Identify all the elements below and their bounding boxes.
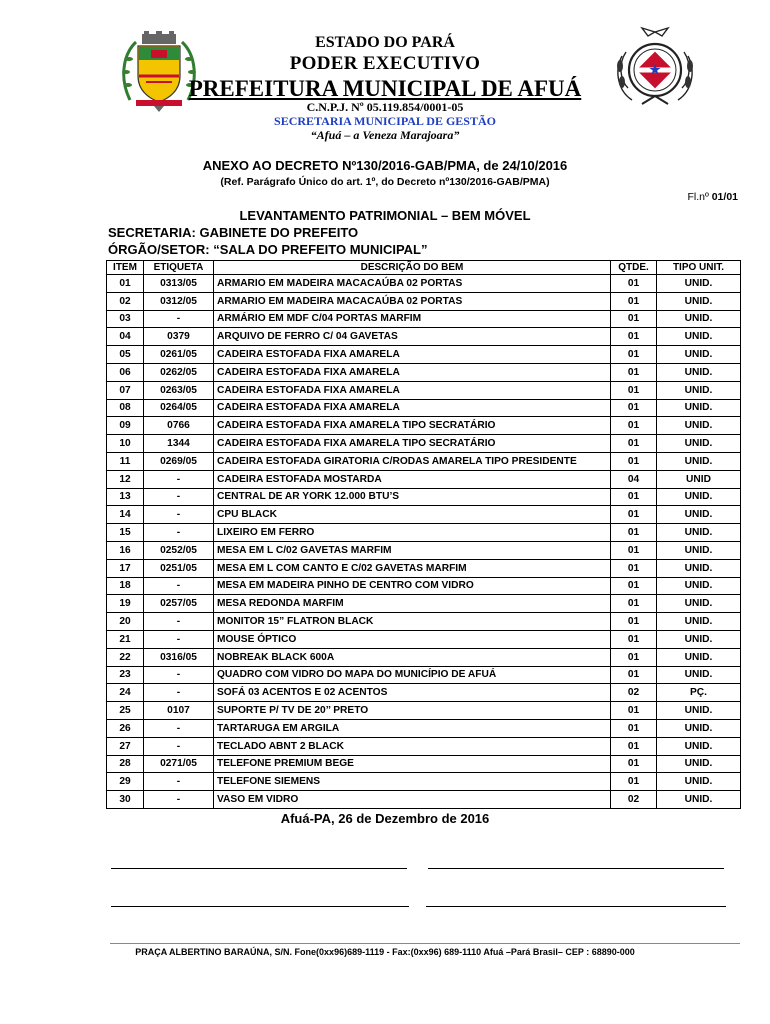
cell-tag: 0264/05 (144, 399, 214, 417)
table-row (107, 381, 741, 399)
table-row (107, 559, 741, 577)
table-row (107, 506, 741, 524)
cell-quantity: 01 (611, 292, 657, 310)
cell-description: CADEIRA ESTOFADA FIXA AMARELA (214, 346, 611, 364)
cell-unit-type: UNID. (657, 755, 741, 773)
cell-unit-type: UNID. (657, 595, 741, 613)
cell-tag: - (144, 719, 214, 737)
cell-description: ARQUIVO DE FERRO C/ 04 GAVETAS (214, 328, 611, 346)
cell-unit-type: UNID. (657, 773, 741, 791)
cell-unit-type: UNID. (657, 381, 741, 399)
cell-description: ARMÁRIO EM MDF C/04 PORTAS MARFIM (214, 310, 611, 328)
cell-quantity: 01 (611, 577, 657, 595)
cell-item: 10 (107, 435, 144, 453)
table-row (107, 524, 741, 542)
cell-quantity: 01 (611, 559, 657, 577)
cell-unit-type: UNID. (657, 310, 741, 328)
table-row (107, 417, 741, 435)
cell-tag: 0251/05 (144, 559, 214, 577)
table-row (107, 541, 741, 559)
cell-description: CADEIRA ESTOFADA FIXA AMARELA (214, 381, 611, 399)
cell-item: 16 (107, 541, 144, 559)
header-unit-type: TIPO UNIT. (657, 261, 741, 275)
cell-unit-type: UNID. (657, 328, 741, 346)
cell-tag: - (144, 488, 214, 506)
cell-unit-type: UNID. (657, 577, 741, 595)
secretariat: SECRETARIA MUNICIPAL DE GESTÃO (274, 114, 496, 128)
table-row (107, 310, 741, 328)
cell-unit-type: UNID. (657, 702, 741, 720)
cell-item: 24 (107, 684, 144, 702)
cell-item: 01 (107, 275, 144, 293)
cell-unit-type: UNID. (657, 275, 741, 293)
decree-reference: (Ref. Parágrafo Único do art. 1º, do Decreto nº130/2016-GAB/PMA) (220, 176, 550, 188)
cell-unit-type: PÇ. (657, 684, 741, 702)
cell-description: ARMARIO EM MADEIRA MACACAÚBA 02 PORTAS (214, 292, 611, 310)
sheet-number (687, 191, 738, 203)
cell-description: CADEIRA ESTOFADA FIXA AMARELA (214, 399, 611, 417)
motto: “Afuá – a Veneza Marajoara” (310, 128, 460, 142)
survey-title: LEVANTAMENTO PATRIMONIAL – BEM MÓVEL (239, 208, 531, 223)
table-row (107, 630, 741, 648)
cell-tag: - (144, 470, 214, 488)
cell-description: CADEIRA ESTOFADA FIXA AMARELA (214, 363, 611, 381)
table-row (107, 470, 741, 488)
cell-item: 14 (107, 506, 144, 524)
signature-line (428, 868, 724, 869)
cell-tag: 0271/05 (144, 755, 214, 773)
cell-quantity: 01 (611, 328, 657, 346)
cell-item: 07 (107, 381, 144, 399)
cell-description: TECLADO ABNT 2 BLACK (214, 737, 611, 755)
cell-tag: 0766 (144, 417, 214, 435)
cell-description: VASO EM VIDRO (214, 791, 611, 809)
cell-unit-type: UNID. (657, 488, 741, 506)
cell-quantity: 01 (611, 452, 657, 470)
cell-quantity: 01 (611, 595, 657, 613)
cell-item: 09 (107, 417, 144, 435)
cell-description: CADEIRA ESTOFADA FIXA AMARELA TIPO SECRATÁRIO (214, 417, 611, 435)
cell-quantity: 01 (611, 435, 657, 453)
cell-unit-type: UNID. (657, 737, 741, 755)
cell-tag: 0252/05 (144, 541, 214, 559)
cell-item: 22 (107, 648, 144, 666)
cell-unit-type: UNID. (657, 292, 741, 310)
table-row (107, 452, 741, 470)
cell-quantity: 01 (611, 630, 657, 648)
cell-description: CPU BLACK (214, 506, 611, 524)
table-row (107, 755, 741, 773)
sheet-label: Fl.nº (687, 191, 709, 203)
cell-tag: - (144, 524, 214, 542)
cell-quantity: 02 (611, 791, 657, 809)
table-row (107, 648, 741, 666)
table-header-row (107, 261, 741, 275)
table-row (107, 684, 741, 702)
cell-description: TELEFONE PREMIUM BEGE (214, 755, 611, 773)
cell-description: TARTARUGA EM ARGILA (214, 719, 611, 737)
cell-tag: - (144, 506, 214, 524)
cell-item: 12 (107, 470, 144, 488)
cell-quantity: 01 (611, 488, 657, 506)
cell-tag: 0269/05 (144, 452, 214, 470)
cell-quantity: 01 (611, 737, 657, 755)
cell-tag: 0261/05 (144, 346, 214, 364)
cell-item: 21 (107, 630, 144, 648)
signature-line (111, 868, 407, 869)
cell-unit-type: UNID. (657, 648, 741, 666)
cell-tag: 0312/05 (144, 292, 214, 310)
cell-tag: 0379 (144, 328, 214, 346)
cell-unit-type: UNID. (657, 719, 741, 737)
cell-unit-type: UNID. (657, 399, 741, 417)
cell-item: 08 (107, 399, 144, 417)
cell-tag: - (144, 684, 214, 702)
cell-description: CENTRAL DE AR YORK 12.000 BTU’S (214, 488, 611, 506)
cell-quantity: 01 (611, 648, 657, 666)
municipality-title: PREFEITURA MUNICIPAL DE AFUÁ (188, 76, 582, 101)
table-row (107, 292, 741, 310)
cell-item: 17 (107, 559, 144, 577)
cell-quantity: 02 (611, 684, 657, 702)
cell-item: 30 (107, 791, 144, 809)
cell-item: 29 (107, 773, 144, 791)
cell-item: 06 (107, 363, 144, 381)
cell-tag: 0262/05 (144, 363, 214, 381)
table-row (107, 719, 741, 737)
table-row (107, 488, 741, 506)
cell-item: 05 (107, 346, 144, 364)
state-name: ESTADO DO PARÁ (315, 34, 455, 51)
cell-unit-type: UNID. (657, 559, 741, 577)
cell-quantity: 01 (611, 310, 657, 328)
cell-unit-type: UNID. (657, 452, 741, 470)
cell-unit-type: UNID. (657, 417, 741, 435)
cell-item: 03 (107, 310, 144, 328)
sheet-value: 01/01 (711, 191, 738, 203)
cell-quantity: 01 (611, 275, 657, 293)
cell-description: MONITOR 15” FLATRON BLACK (214, 613, 611, 631)
signature-line (111, 906, 409, 907)
table-row (107, 399, 741, 417)
cell-tag: 0313/05 (144, 275, 214, 293)
cell-unit-type: UNID. (657, 435, 741, 453)
cell-item: 18 (107, 577, 144, 595)
cell-quantity: 01 (611, 417, 657, 435)
table-row (107, 275, 741, 293)
cell-tag: 0257/05 (144, 595, 214, 613)
table-row (107, 346, 741, 364)
cell-tag: 0263/05 (144, 381, 214, 399)
footer-address: PRAÇA ALBERTINO BARAÚNA, S/N. Fone(0xx96)689-1119 - Fax:(0xx96) 689-1110 Afuá –Pará Brasil– CEP : 68890-000 (135, 947, 635, 957)
cell-unit-type: UNID. (657, 666, 741, 684)
cell-quantity: 01 (611, 381, 657, 399)
cell-unit-type: UNID. (657, 791, 741, 809)
cell-unit-type: UNID (657, 470, 741, 488)
cell-tag: 1344 (144, 435, 214, 453)
cell-unit-type: UNID. (657, 613, 741, 631)
table-row (107, 363, 741, 381)
cell-tag: - (144, 630, 214, 648)
table-row (107, 435, 741, 453)
cell-quantity: 01 (611, 613, 657, 631)
place-date: Afuá-PA, 26 de Dezembro de 2016 (280, 811, 490, 826)
cell-unit-type: UNID. (657, 524, 741, 542)
cell-description: SOFÁ 03 ACENTOS E 02 ACENTOS (214, 684, 611, 702)
cell-tag: 0316/05 (144, 648, 214, 666)
cell-quantity: 01 (611, 773, 657, 791)
cell-description: MESA EM MADEIRA PINHO DE CENTRO COM VIDRO (214, 577, 611, 595)
cell-quantity: 01 (611, 399, 657, 417)
executive-branch: PODER EXECUTIVO (289, 53, 481, 74)
cell-item: 15 (107, 524, 144, 542)
cell-item: 13 (107, 488, 144, 506)
header-description: DESCRIÇÃO DO BEM (214, 261, 611, 275)
cell-item: 20 (107, 613, 144, 631)
table-row (107, 577, 741, 595)
table-row (107, 595, 741, 613)
cell-tag: - (144, 773, 214, 791)
table-row (107, 613, 741, 631)
cell-description: CADEIRA ESTOFADA MOSTARDA (214, 470, 611, 488)
cell-description: CADEIRA ESTOFADA GIRATORIA C/RODAS AMARELA TIPO PRESIDENTE (214, 452, 611, 470)
cell-item: 27 (107, 737, 144, 755)
header-tag: ETIQUETA (144, 261, 214, 275)
cell-unit-type: UNID. (657, 346, 741, 364)
cell-item: 26 (107, 719, 144, 737)
cell-item: 25 (107, 702, 144, 720)
cell-tag: - (144, 577, 214, 595)
cell-quantity: 01 (611, 666, 657, 684)
table-row (107, 773, 741, 791)
cell-quantity: 01 (611, 346, 657, 364)
cell-description: NOBREAK BLACK 600A (214, 648, 611, 666)
table-row (107, 791, 741, 809)
cell-item: 04 (107, 328, 144, 346)
cell-description: QUADRO COM VIDRO DO MAPA DO MUNICÍPIO DE AFUÁ (214, 666, 611, 684)
cell-quantity: 01 (611, 524, 657, 542)
cell-description: ARMARIO EM MADEIRA MACACAÚBA 02 PORTAS (214, 275, 611, 293)
cell-tag: - (144, 666, 214, 684)
cell-item: 11 (107, 452, 144, 470)
table-row (107, 666, 741, 684)
cell-quantity: 01 (611, 363, 657, 381)
cell-description: TELEFONE SIEMENS (214, 773, 611, 791)
cell-unit-type: UNID. (657, 363, 741, 381)
cell-item: 02 (107, 292, 144, 310)
cell-quantity: 01 (611, 702, 657, 720)
cell-tag: - (144, 791, 214, 809)
cell-description: MESA EM L COM CANTO E C/02 GAVETAS MARFIM (214, 559, 611, 577)
table-row (107, 328, 741, 346)
cell-description: MOUSE ÓPTICO (214, 630, 611, 648)
inventory-table (106, 260, 741, 809)
cell-quantity: 01 (611, 755, 657, 773)
cell-description: SUPORTE P/ TV DE 20’’ PRETO (214, 702, 611, 720)
table-row (107, 702, 741, 720)
cell-tag: - (144, 613, 214, 631)
cell-description: MESA EM L C/02 GAVETAS MARFIM (214, 541, 611, 559)
cell-unit-type: UNID. (657, 541, 741, 559)
cell-item: 28 (107, 755, 144, 773)
cell-description: CADEIRA ESTOFADA FIXA AMARELA TIPO SECRATÁRIO (214, 435, 611, 453)
secretaria-line: SECRETARIA: GABINETE DO PREFEITO (108, 225, 359, 240)
signature-line (426, 906, 726, 907)
cell-quantity: 01 (611, 719, 657, 737)
header-item: ITEM (107, 261, 144, 275)
decree-title: ANEXO AO DECRETO Nº130/2016-GAB/PMA, de 24/10/2016 (202, 158, 568, 173)
header-quantity: QTDE. (611, 261, 657, 275)
cell-item: 19 (107, 595, 144, 613)
orgao-line: ÓRGÃO/SETOR: “SALA DO PREFEITO MUNICIPAL” (108, 242, 428, 257)
footer-divider (110, 943, 740, 944)
cell-item: 23 (107, 666, 144, 684)
table-row (107, 737, 741, 755)
cell-quantity: 04 (611, 470, 657, 488)
cell-tag: - (144, 310, 214, 328)
cnpj: C.N.P.J. Nº 05.119.854/0001-05 (306, 100, 464, 114)
cell-description: MESA REDONDA MARFIM (214, 595, 611, 613)
cell-unit-type: UNID. (657, 630, 741, 648)
cell-tag: - (144, 737, 214, 755)
cell-tag: 0107 (144, 702, 214, 720)
cell-description: LIXEIRO EM FERRO (214, 524, 611, 542)
cell-quantity: 01 (611, 506, 657, 524)
cell-unit-type: UNID. (657, 506, 741, 524)
cell-quantity: 01 (611, 541, 657, 559)
